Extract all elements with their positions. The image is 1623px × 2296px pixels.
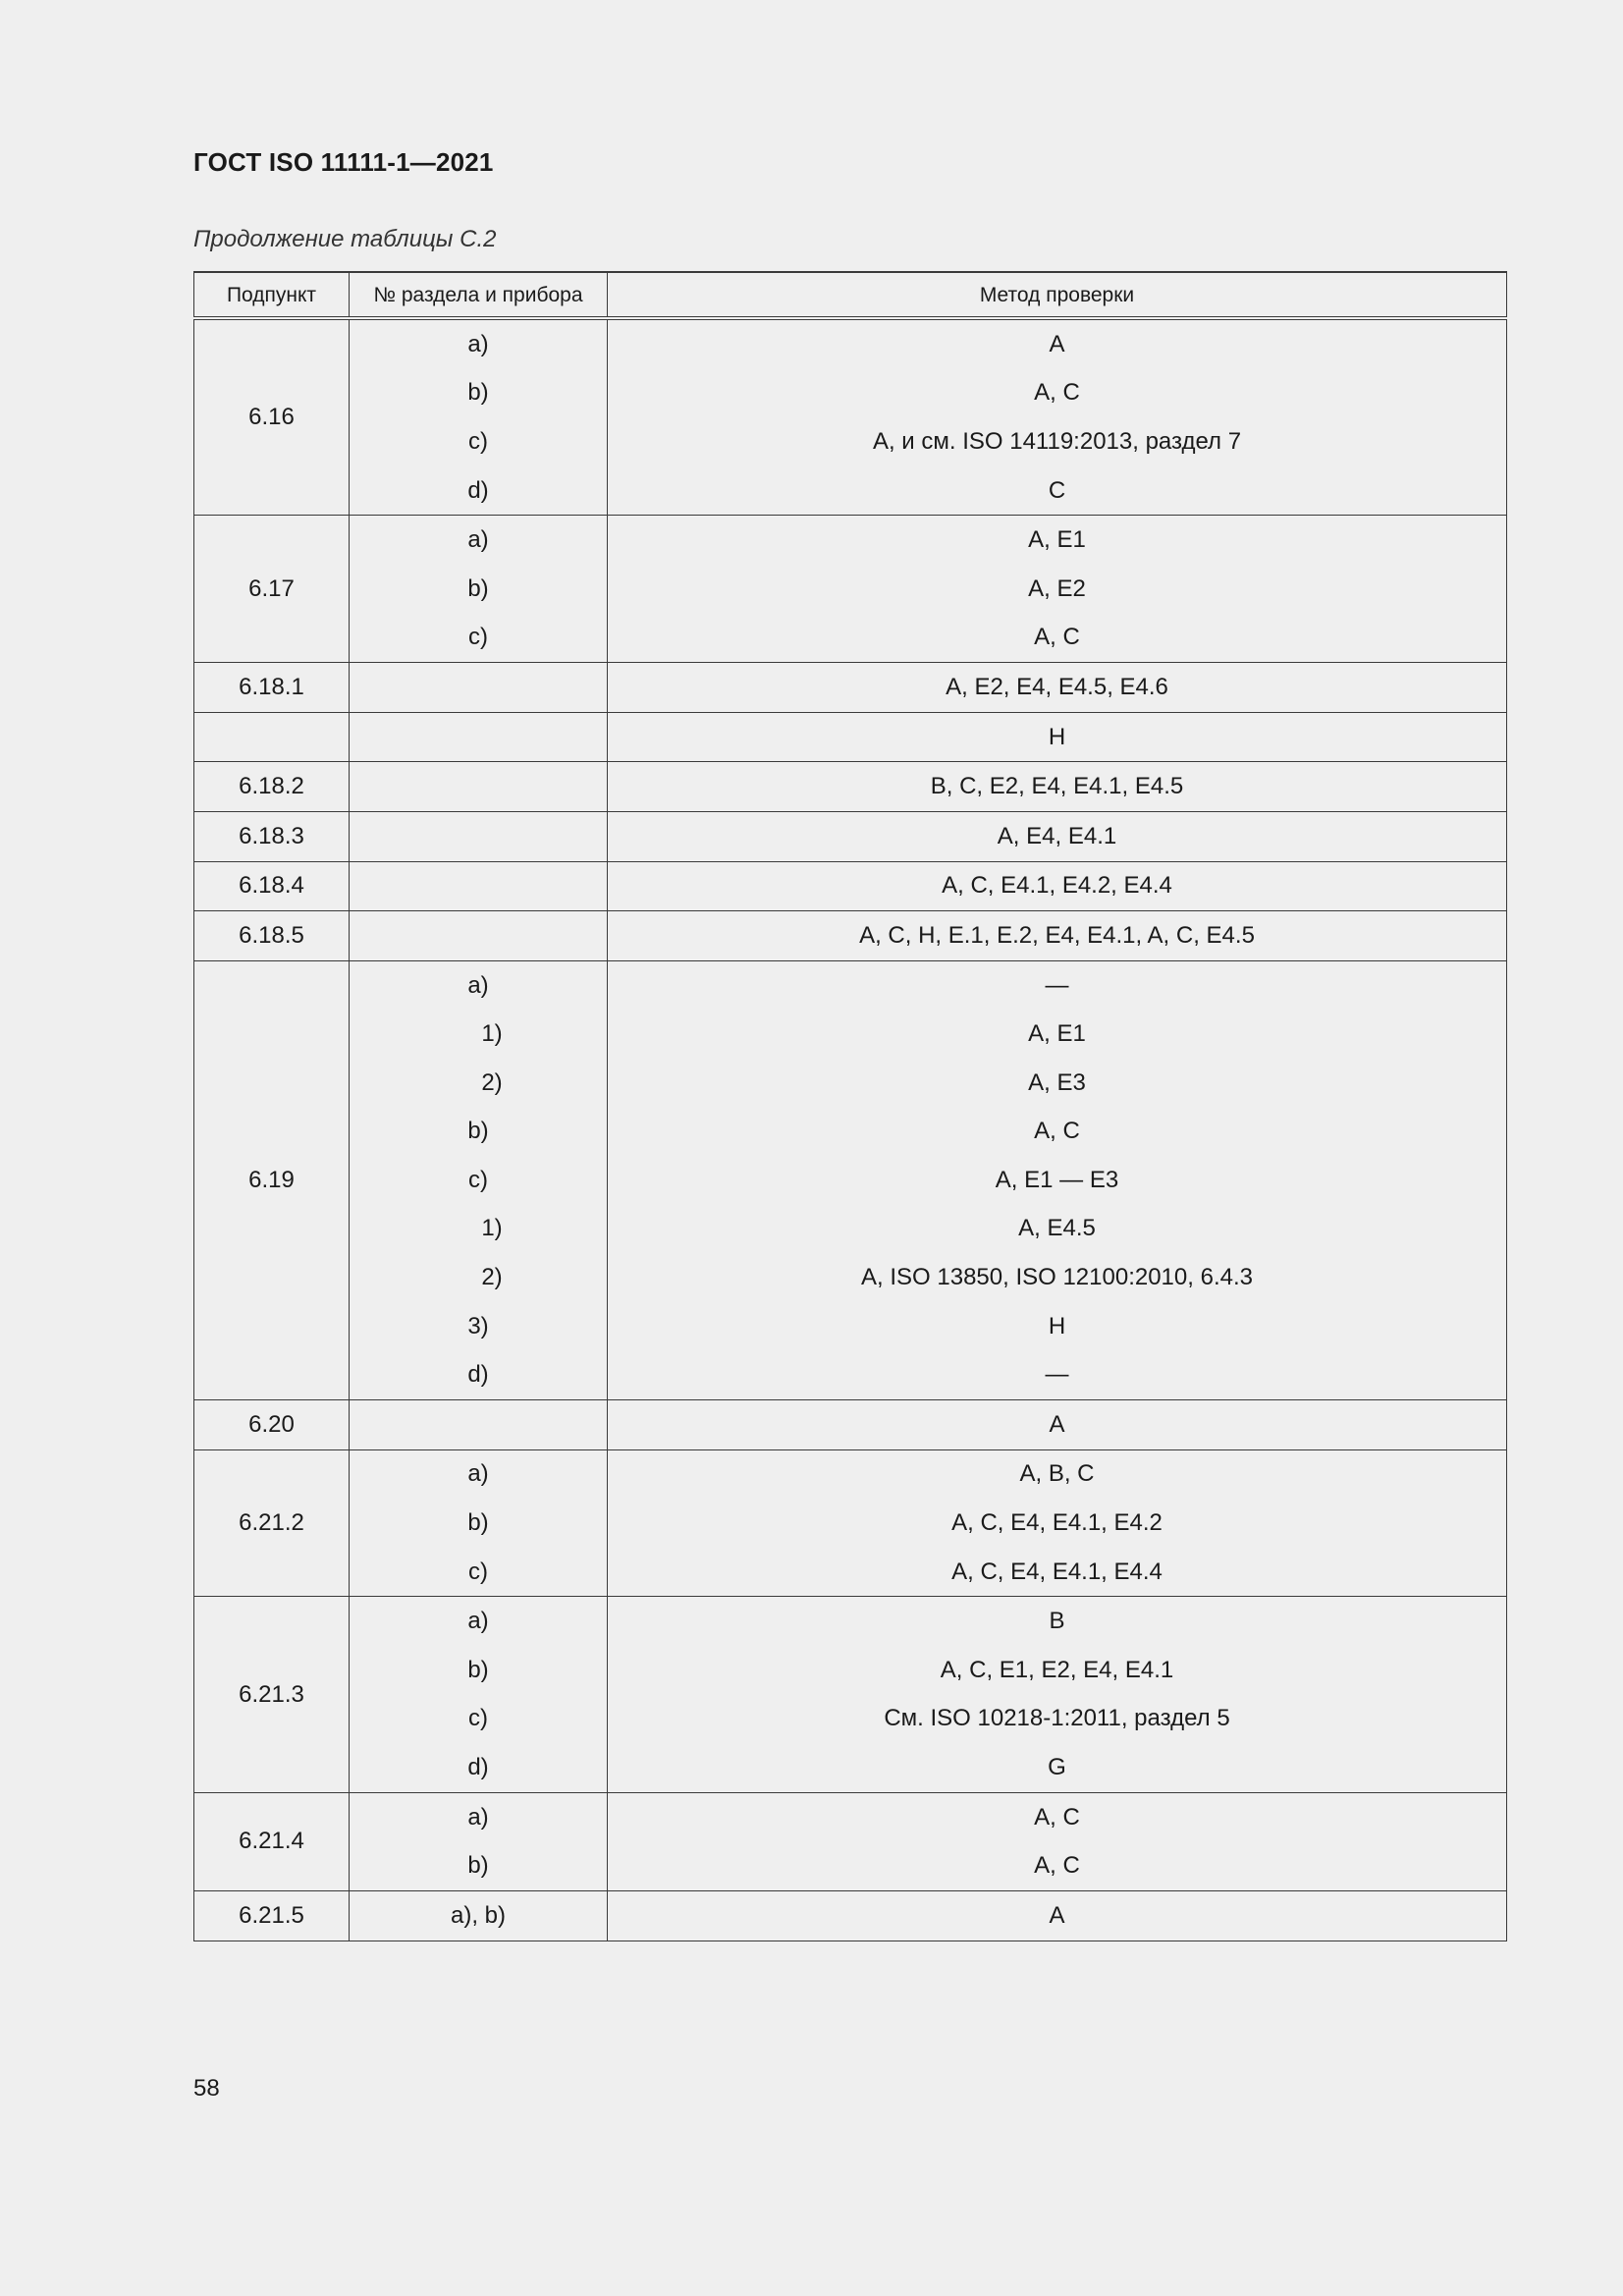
table-row — [194, 1792, 1507, 1841]
method-cell: A, C — [608, 614, 1507, 663]
table-row — [194, 712, 1507, 762]
column-header-section: № раздела и прибора — [350, 272, 608, 318]
method-cell: A, C, E4.1, E4.2, E4.4 — [608, 861, 1507, 911]
method-cell: A, E2 — [608, 565, 1507, 614]
table-row — [194, 1597, 1507, 1646]
method-cell: B — [608, 1597, 1507, 1646]
method-cell: A, C — [608, 1108, 1507, 1157]
method-cell: A — [608, 318, 1507, 369]
subclause-cell: 6.18.5 — [194, 911, 350, 961]
section-item-cell — [350, 712, 608, 762]
method-cell: См. ISO 10218-1:2011, раздел 5 — [608, 1695, 1507, 1744]
method-cell: G — [608, 1743, 1507, 1792]
table-row — [194, 762, 1507, 812]
subclause-cell: 6.18.2 — [194, 762, 350, 812]
table-row — [194, 1253, 1507, 1302]
section-item-cell: c) — [350, 1695, 608, 1744]
verification-table — [193, 271, 1507, 1941]
section-item-cell: b) — [350, 565, 608, 614]
table-row — [194, 1548, 1507, 1597]
method-cell: A, E1 — E3 — [608, 1156, 1507, 1205]
method-cell: C — [608, 466, 1507, 516]
table-row — [194, 1205, 1507, 1254]
subclause-cell: 6.17 — [194, 516, 350, 663]
section-item-cell: a), b) — [350, 1891, 608, 1941]
table-row — [194, 1108, 1507, 1157]
method-cell: A, E1 — [608, 1010, 1507, 1059]
method-cell: A — [608, 1891, 1507, 1941]
section-item-cell: 1) — [350, 1205, 608, 1254]
method-cell: A, C, E1, E2, E4, E4.1 — [608, 1646, 1507, 1695]
table-row — [194, 1010, 1507, 1059]
section-item-cell: a) — [350, 1792, 608, 1841]
method-cell: A, C — [608, 1841, 1507, 1890]
column-header-subclause: Подпункт — [194, 272, 350, 318]
section-item-cell: a) — [350, 516, 608, 565]
table-row — [194, 466, 1507, 516]
section-item-cell — [350, 861, 608, 911]
subclause-cell: 6.21.2 — [194, 1449, 350, 1597]
method-cell: A, C — [608, 369, 1507, 418]
subclause-cell: 6.16 — [194, 318, 350, 516]
method-cell: A, B, C — [608, 1449, 1507, 1499]
table-row — [194, 960, 1507, 1010]
table-header-row — [194, 272, 1507, 318]
section-item-cell: a) — [350, 960, 608, 1010]
table-row — [194, 911, 1507, 961]
method-cell: A, E4, E4.1 — [608, 811, 1507, 861]
table-row — [194, 861, 1507, 911]
section-item-cell — [350, 911, 608, 961]
method-cell: A — [608, 1400, 1507, 1450]
section-item-cell — [350, 1400, 608, 1450]
method-cell: H — [608, 1302, 1507, 1351]
table-row — [194, 1156, 1507, 1205]
table-row — [194, 1891, 1507, 1941]
subclause-cell: 6.21.3 — [194, 1597, 350, 1792]
subclause-cell: 6.21.5 — [194, 1891, 350, 1941]
method-cell: A, C, H, E.1, E.2, E4, E4.1, A, C, E4.5 — [608, 911, 1507, 961]
column-header-method: Метод проверки — [608, 272, 1507, 318]
table-row — [194, 565, 1507, 614]
section-item-cell: d) — [350, 1743, 608, 1792]
section-item-cell: c) — [350, 614, 608, 663]
section-item-cell: b) — [350, 1499, 608, 1548]
method-cell: H — [608, 712, 1507, 762]
subclause-cell: 6.18.4 — [194, 861, 350, 911]
section-item-cell: 2) — [350, 1059, 608, 1108]
section-item-cell: b) — [350, 1108, 608, 1157]
table-row — [194, 369, 1507, 418]
table-body — [194, 318, 1507, 1941]
page-number: 58 — [193, 2075, 220, 2102]
method-cell: A, и см. ISO 14119:2013, раздел 7 — [608, 417, 1507, 466]
table-row — [194, 1400, 1507, 1450]
method-cell: A, E4.5 — [608, 1205, 1507, 1254]
method-cell: A, C, E4, E4.1, E4.4 — [608, 1548, 1507, 1597]
section-item-cell — [350, 663, 608, 713]
table-row — [194, 1499, 1507, 1548]
method-cell: — — [608, 1350, 1507, 1399]
section-item-cell: 2) — [350, 1253, 608, 1302]
method-cell: — — [608, 960, 1507, 1010]
subclause-cell: 6.18.3 — [194, 811, 350, 861]
section-item-cell: b) — [350, 369, 608, 418]
method-cell: A, C, E4, E4.1, E4.2 — [608, 1499, 1507, 1548]
section-item-cell: a) — [350, 1597, 608, 1646]
table-row — [194, 318, 1507, 369]
method-cell: A, C — [608, 1792, 1507, 1841]
table-row — [194, 811, 1507, 861]
method-cell: A, E1 — [608, 516, 1507, 565]
section-item-cell — [350, 762, 608, 812]
section-item-cell: d) — [350, 1350, 608, 1399]
subclause-cell — [194, 712, 350, 762]
method-cell: A, E2, E4, E4.5, E4.6 — [608, 663, 1507, 713]
section-item-cell: c) — [350, 1548, 608, 1597]
table-row — [194, 1302, 1507, 1351]
subclause-cell: 6.19 — [194, 960, 350, 1399]
table-row — [194, 1059, 1507, 1108]
table-row — [194, 1449, 1507, 1499]
section-item-cell: a) — [350, 1449, 608, 1499]
method-cell: A, E3 — [608, 1059, 1507, 1108]
document-header: ГОСТ ISO 11111-1—2021 — [193, 147, 494, 177]
section-item-cell: b) — [350, 1646, 608, 1695]
table-caption: Продолжение таблицы С.2 — [193, 226, 497, 252]
section-item-cell: d) — [350, 466, 608, 516]
section-item-cell: c) — [350, 1156, 608, 1205]
table-row — [194, 1350, 1507, 1399]
table-row — [194, 516, 1507, 565]
table-row — [194, 1695, 1507, 1744]
method-cell: B, C, E2, E4, E4.1, E4.5 — [608, 762, 1507, 812]
section-item-cell: a) — [350, 318, 608, 369]
subclause-cell: 6.21.4 — [194, 1792, 350, 1890]
section-item-cell: b) — [350, 1841, 608, 1890]
table-row — [194, 1841, 1507, 1890]
section-item-cell: c) — [350, 417, 608, 466]
subclause-cell: 6.18.1 — [194, 663, 350, 713]
table-row — [194, 1743, 1507, 1792]
subclause-cell: 6.20 — [194, 1400, 350, 1450]
table-row — [194, 614, 1507, 663]
table-row — [194, 417, 1507, 466]
table-row — [194, 663, 1507, 713]
section-item-cell — [350, 811, 608, 861]
table-row — [194, 1646, 1507, 1695]
section-item-cell: 3) — [350, 1302, 608, 1351]
section-item-cell: 1) — [350, 1010, 608, 1059]
method-cell: A, ISO 13850, ISO 12100:2010, 6.4.3 — [608, 1253, 1507, 1302]
